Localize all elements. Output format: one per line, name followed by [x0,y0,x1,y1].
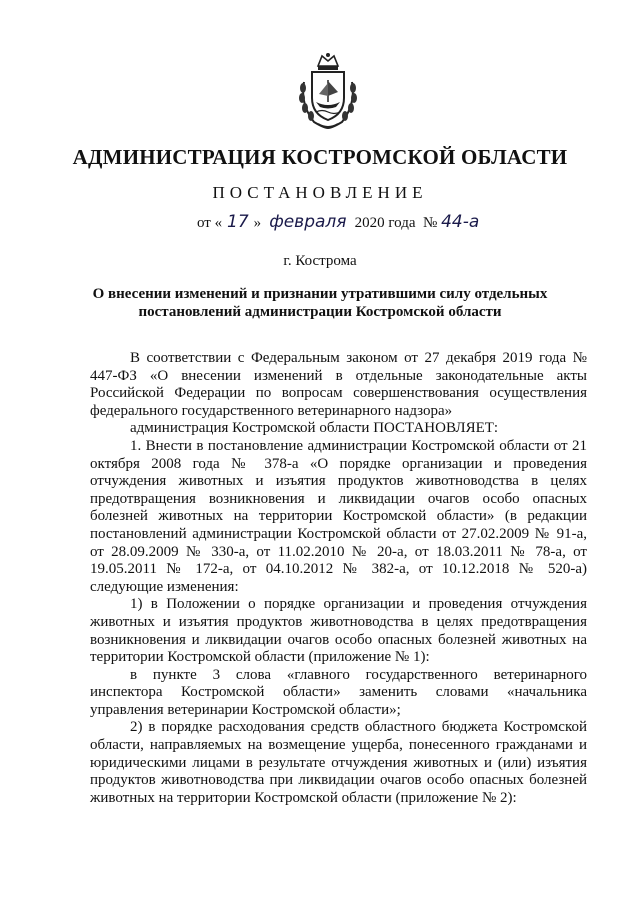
date-year: 2020 года [354,215,416,231]
body-paragraph: 2) в порядке расходования средств областного бюджета Костромской области, направляемых на возмещение ущерба, понесенного гражданами и юридическими лицами в результате отчуждения животных и (или) изъятия продуктов животноводства при ликвидации очагов особо опасных болезней животных на территории Костромской области (приложение № 2): [90,719,587,806]
document-body [90,350,587,807]
document-type: ПОСТАНОВЛЕНИЕ [212,183,428,202]
body-paragraph: в пункте 3 слова «главного государственного ветеринарного инспектора Костромской области» заменить словами «начальника управления ветеринарии Костромской области»; [90,666,587,718]
date-mid: » [253,215,262,231]
handwritten-month: февраля [269,212,347,232]
coat-of-arms-icon [296,52,360,130]
city-line: г. Кострома [283,253,357,269]
date-prefix: от « [197,215,223,231]
document-subject: О внесении изменений и признании утратившими силу отдельных постановлений администрации Костромской области [92,286,548,320]
handwritten-number: 44-а [441,212,480,232]
organization-title: АДМИНИСТРАЦИЯ КОСТРОМСКОЙ ОБЛАСТИ [72,145,568,169]
handwritten-day: 17 [227,212,249,232]
body-paragraph: 1. Внести в постановление администрации Костромской области от 21 октября 2008 года № 378-а «О порядке организации и проведения отчуждения животных и изъятия продуктов животноводства в целях предотвращения возникновения и ликвидации очагов особо опасных болезней животных на территории Костромской области» (в редакции постановлений администрации Костромской области от 27.02.2009 № 91-а, от 28.09.2009 № 330-а, от 11.02.2010 № 20-а, от 18.03.2011 № 78-а, от 19.05.2011 № 172-а, от 04.10.2012 № 382-а, от 10.12.2018 № 520-а) следующие изменения: [90,437,587,595]
number-label: № [423,215,438,231]
body-paragraph: 1) в Положении о порядке организации и проведения отчуждения животных и изъятия продуктов животноводства в целях предотвращения возникновения и ликвидации очагов особо опасных болезней животных на территории Костромской области (приложение № 1): [90,596,587,666]
body-paragraph: В соответствии с Федеральным законом от 27 декабря 2019 года № 447-ФЗ «О внесении изменений в отдельные законодательные акты Российской Федерации по вопросам совершенствования осуществления федерального государственного ветеринарного надзора» [90,350,587,419]
body-paragraph: администрация Костромской области ПОСТАНОВЛЯЕТ: [130,420,499,437]
document-dateline [197,212,479,232]
